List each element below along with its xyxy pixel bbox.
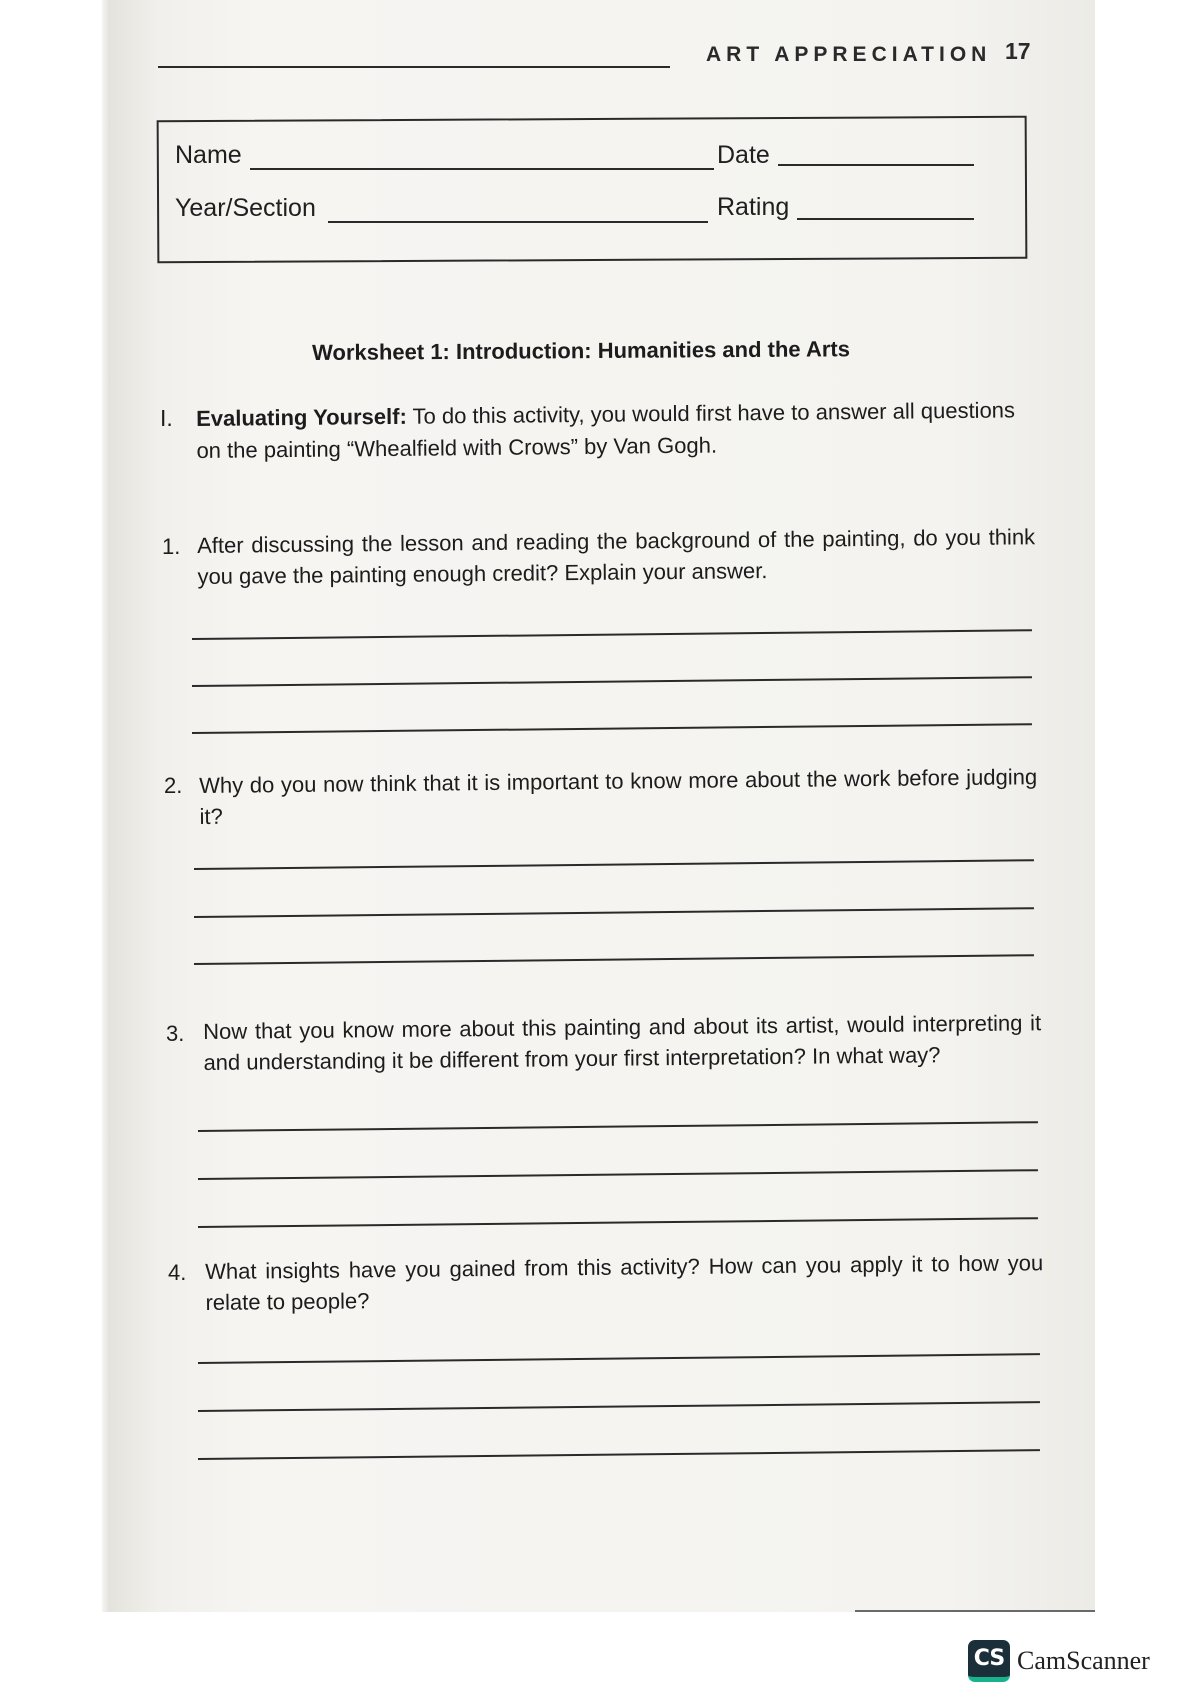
year-section-label: Year/Section (175, 194, 316, 222)
year-section-field[interactable] (328, 221, 708, 223)
page-number: 17 (1005, 38, 1031, 64)
question-2-number: 2. (164, 773, 183, 798)
date-field[interactable] (778, 164, 974, 166)
question-3-number: 3. (166, 1021, 185, 1046)
camscanner-logo-icon: CS (968, 1640, 1010, 1682)
student-info-box (157, 116, 1028, 264)
worksheet-title: Worksheet 1: Introduction: Humanities and the Arts (312, 336, 851, 365)
running-header: ART APPRECIATION (706, 43, 992, 66)
rating-field[interactable] (797, 218, 974, 220)
rating-label: Rating (717, 193, 790, 221)
question-3-text: Now that you know more about this painting and about its artist, would interpreting it and understanding it be different from your first interpretation? In what way? (203, 1010, 1042, 1075)
question-1-number: 1. (162, 534, 181, 559)
camscanner-name: CamScanner (1017, 1646, 1150, 1675)
question-4-number: 4. (168, 1260, 187, 1285)
name-field[interactable] (250, 168, 714, 170)
name-label: Name (175, 141, 242, 169)
section-number: I. (160, 405, 173, 431)
page-bottom-rule (855, 1610, 1095, 1612)
camscanner-watermark (968, 1640, 1150, 1682)
question-4-text: What insights have you gained from this activity? How can you apply it to how you relate to people? (205, 1250, 1044, 1315)
question-2-text: Why do you now think that it is important to know more about the work before judging it? (199, 764, 1038, 829)
date-label: Date (717, 141, 770, 169)
question-1-text: After discussing the lesson and reading the background of the painting, do you think you gave the painting enough credit? Explain your answer. (197, 524, 1036, 589)
header-rule (158, 66, 670, 68)
section-body: To do this activity, you would first have to answer all questions on the painting “Whealfield with Crows” by Van Gogh. (196, 397, 1016, 463)
section-instructions (196, 394, 1037, 467)
section-heading: Evaluating Yourself: (196, 403, 407, 431)
